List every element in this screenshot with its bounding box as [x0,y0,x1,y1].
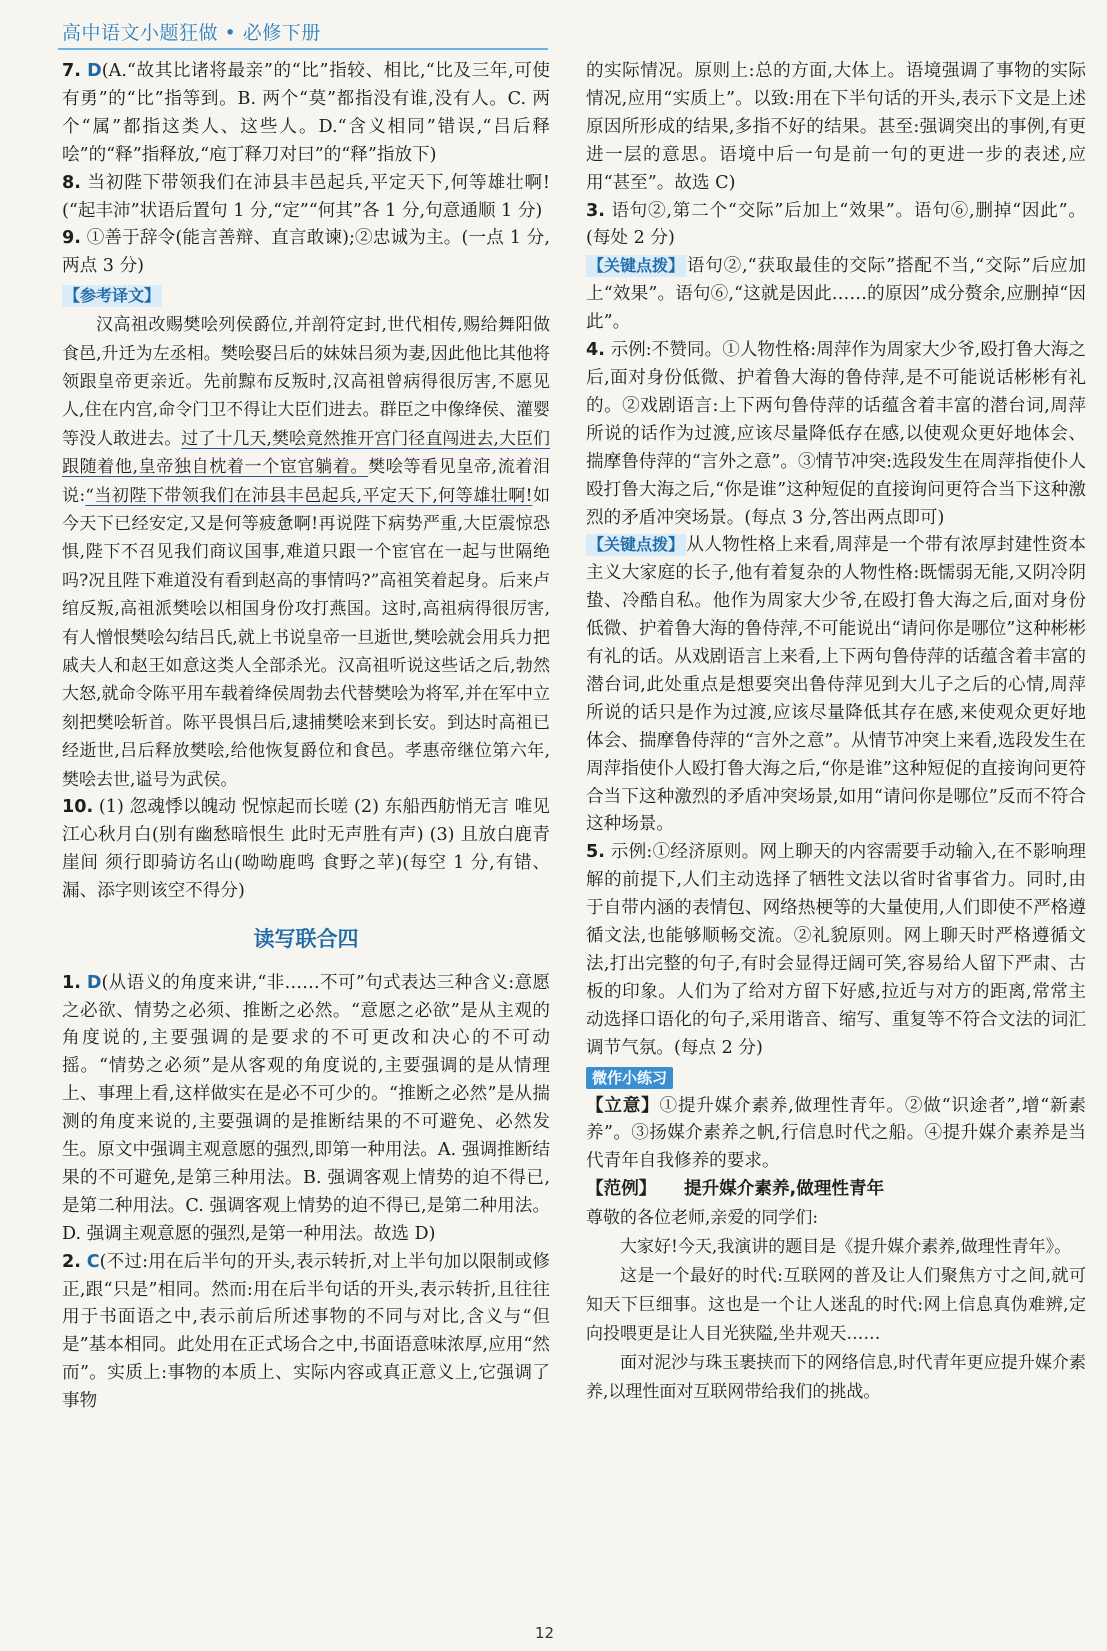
essay-greeting: 尊敬的各位老师,亲爱的同学们: [586,1208,819,1229]
s3-text: 语句②,第二个“交际”后加上“效果”。语句⑥,删掉“因此”。(每处 2 分) [586,200,1087,249]
translation-part-1: 汉高祖改赐樊哙列侯爵位,并剖符定封,世代相传,赐给舞阳做食邑,升迁为左丞相。樊哙娶吕后的妹妹吕须为妻,因此他比其他将领跟皇帝更亲近。先前黥布反叛时,汉高祖曾病得很厉害,不愿见人,住在内宫,命令门卫不得让大臣们进去。群臣之中像绛侯、灌婴等没人敢进去。 [62,315,550,449]
writing-practice-label: 微作小练习 [586,1067,673,1089]
q9-text: ①善于辞令(能言善辩、直言敢谏);②忠诚为主。(一点 1 分,两点 3 分) [62,228,551,277]
example-tag: 【范例】 [586,1179,657,1200]
translation-label-row [62,283,550,311]
answer-8 [62,170,550,226]
section-answer-4 [586,337,1086,532]
answer-7 [62,58,550,170]
essay-paragraph-2: 这是一个最好的时代:互联网的普及让人们聚焦方寸之间,就可知天下巨细事。这也是一个让人迷乱的时代:网上信息真伪难辨,定向投喂更是让人目光狭隘,坐井观天…… [586,1266,1086,1345]
header-rule [58,48,548,50]
page-number: 12 [535,1624,555,1642]
translation-part-3: 樊哙等看见皇帝,流着泪说: [62,457,551,506]
reference-translation [62,311,550,794]
theme-tag: 【立意】 [586,1095,660,1116]
q10-number: 10. [62,797,94,818]
s4-key-point [586,532,1086,839]
essay-paragraph-1: 大家好!今天,我演讲的题目是《提升媒介素养,做理性青年》。 [620,1237,1072,1258]
right-column [586,58,1086,1407]
s1-number: 1. [62,972,81,993]
book-title: 高中语文小题狂做 • 必修下册 [62,22,321,44]
s3-key-tag: 【关键点拨】 [588,256,685,276]
running-header [0,0,1107,52]
answer-10 [62,794,550,906]
translation-part-5: 如今天下已经安定,又是何等疲惫啊!再说陛下病势严重,大臣震惊恐惧,陛下不召见我们商议国事,难道只跟一个宦官在一起与世隔绝吗?况且陛下难道没有看到赵高的事情吗?”高祖笑着起身。后来卢绾反叛,高祖派樊哙以相国身份攻打燕国。这时,高祖病得很厉害,有人憎恨樊哙勾结吕氏,就上书说皇帝一旦逝世,樊哙就会用兵力把戚夫人和赵王如意这类人全部杀光。汉高祖听说这些话之后,勃然大怒,就命令陈平用车载着绛侯周勃去代替樊哙为将军,并在军中立刻把樊哙斩首。陈平畏惧吕后,逮捕樊哙来到长安。到达时高祖已经逝世,吕后释放樊哙,给他恢复爵位和食邑。孝惠帝继位第六年,樊哙去世,谥号为武侯。 [62,485,550,790]
s2-answer: C [86,1251,100,1272]
q8-number: 8. [62,172,81,193]
q7-explanation: (A.“故其比诸将最亲”的“比”指较、相比,“比及三年,可使有勇”的“比”指等到。B. 两个“莫”都指没有谁,没有人。C. 两个“属”都指这类人、这些人。D.“含义相同”错误,“吕后释哙”的“释”指释放,“庖丁释刀对曰”的“释”指放下) [62,61,551,165]
theme-paragraph [586,1093,1086,1177]
q7-answer: D [87,61,102,81]
left-column [62,58,550,1416]
s3-key-text: 语句②,“获取最佳的交际”搭配不当,“交际”后应加上“效果”。语句⑥,“这就是因此……的原因”成分赘余,应删掉“因此”。 [586,256,1086,333]
translation-tag: 【参考译文】 [64,286,161,306]
s2-continued: 的实际情况。原则上:总的方面,大体上。语境强调了事物的实际情况,应用“实质上”。以致:用在下半句话的开头,表示下文是上述原因所形成的结果,多指不好的结果。甚至:强调突出的事例,有更进一层的意思。语境中后一句是前一句的更进一步的表述,应用“甚至”。故选 C) [586,61,1086,193]
q9-number: 9. [62,228,81,249]
q7-number: 7. [62,61,81,81]
s4-key-text: 从人物性格上来看,周萍是一个带有浓厚封建性资本主义大家庭的长子,他有着复杂的人物性格:既懦弱无能,又阴冷阴蛰、冷酷自私。他作为周家大少爷,在殴打鲁大海之后,面对身份低微、护着鲁大海的鲁侍萍,不可能说出“请问你是哪位”这种彬彬有礼的话。从戏剧语言上来看,上下两句鲁侍萍的话蕴含着丰富的潜台词,此处重点是想要突出鲁侍萍见到大儿子之后的心情,周萍所说的话只是作为过渡,应该尽量降低其存在感,来使观众更好地体会、揣摩鲁侍萍的“言外之意”。从情节冲突上来看,选段发生在周萍指使仆人殴打鲁大海之后,“你是谁”这种短促的直接询问更符合当下这种激烈的矛盾冲突场景,如用“请问你是哪位”反而不符合这种场景。 [586,535,1086,835]
essay-paragraph-3: 面对泥沙与珠玉裹挟而下的网络信息,时代青年更应提升媒介素养,以理性面对互联网带给我们的挑战。 [586,1353,1086,1403]
section-answer-3 [586,198,1086,254]
q10-text: (1) 忽魂悸以魄动 怳惊起而长嗟 (2) 东船西舫悄无言 唯见江心秋月白(别有幽愁暗恨生 此时无声胜有声) (3) 且放白鹿青崖间 须行即骑访名山(呦呦鹿鸣 食野之苹)(每空 1 分,有错、漏、添字则该空不得分) [62,797,550,901]
example-heading [586,1176,1086,1204]
s1-explanation: (从语义的角度来讲,“非……不可”句式表达三种含义:意愿之必欲、情势之必须、推断之必然。“意愿之必欲”是从主观的角度说的,主要强调的是要求的不可更改和决心的不可动摇。“情势之必须”是从客观的角度说的,主要强调的是从情理上、事理上看,这样做实在是必不可少的。“推断之必然”是从揣测的角度来说的,主要强调的是推断结果的不可避免、必然发生。原文中强调主观意愿的强烈,即第一种用法。A. 强调推断结果的不可避免,是第三种用法。B. 强调客观上情势的迫不得已,是第二种用法。C. 强调客观上情势的迫不得已,是第二种用法。D. 强调主观意愿的强烈,是第一种用法。故选 D) [62,972,550,1244]
s2-number: 2. [62,1251,81,1272]
s5-number: 5. [586,842,605,863]
s5-text: 示例:①经济原则。网上聊天的内容需要手动输入,在不影响理解的前提下,人们主动选择了牺牲文法以省时省事省力。同时,由于自带内涵的表情包、网络热梗等的大量使用,人们即使不严格遵循文法,也能够顺畅交流。②礼貌原则。网上聊天时严格遵循文法,打出完整的句子,有时会显得迂阔可笑,容易给人留下严肃、古板的印象。人们为了给对方留下好感,拉近与对方的距离,常常主动选择口语化的句子,采用谐音、缩写、重复等不符合文法的词汇调节气氛。(每点 2 分) [586,842,1086,1058]
s3-number: 3. [586,200,605,221]
writing-practice-row [586,1065,1086,1093]
section-answer-5 [586,839,1086,1062]
s3-key-point [586,253,1086,337]
section-title: 读写联合四 [253,926,359,951]
s4-key-tag: 【关键点拨】 [588,535,685,555]
example-title: 提升媒介素养,做理性青年 [683,1179,885,1200]
section-answer-1 [62,970,550,1249]
theme-text: ①提升媒介素养,做理性青年。②做“识途者”,增“新素养”。③扬媒介素养之帆,行信息时代之船。④提升媒介素养是当代青年自我修养的要求。 [586,1095,1086,1172]
s4-text: 示例:不赞同。①人物性格:周萍作为周家大少爷,殴打鲁大海之后,面对身份低微、护着鲁大海的鲁侍萍,是不可能说话彬彬有礼的。②戏剧语言:上下两句鲁侍萍的话蕴含着丰富的潜台词,周萍所说的话作为过渡,应该尽量降低存在感,以使观众更好地体会、揣摩鲁侍萍的“言外之意”。③情节冲突:选段发生在周萍指使仆人殴打鲁大海之后,“你是谁”这种短促的直接询问更符合当下这种激烈的矛盾冲突场景。(每点 3 分,答出两点即可) [586,340,1087,528]
section-answer-2 [62,1249,550,1416]
s2-explanation: (不过:用在后半句的开头,表示转折,对上半句加以限制或修正,跟“只是”相同。然而:用在后半句话的开头,表示转折,且往往用于书面语之中,表示前后所述事物的不同与对比,含义与“但是”基本相同。此处用在正式场合之中,书面语意味浓厚,应用“然而”。实质上:事物的本质上、实际内容或真正意义上,它强调了事物 [62,1251,550,1412]
answer-9 [62,225,550,281]
s4-number: 4. [586,340,605,361]
translation-underlined-1: 过了十几天,樊哙竟然推开宫门径直闯进去,大臣们跟随着他,皇帝独自枕着一个宦官躺着。 [62,428,551,478]
translation-underlined-2: “当初陛下带领我们在沛县丰邑起兵,平定天下,何等雄壮啊! [85,485,533,506]
s1-answer: D [86,972,102,993]
q8-text: 当初陛下带领我们在沛县丰邑起兵,平定天下,何等雄壮啊!(“起丰沛”状语后置句 1 分,“定”“何其”各 1 分,句意通顺 1 分) [62,172,551,221]
